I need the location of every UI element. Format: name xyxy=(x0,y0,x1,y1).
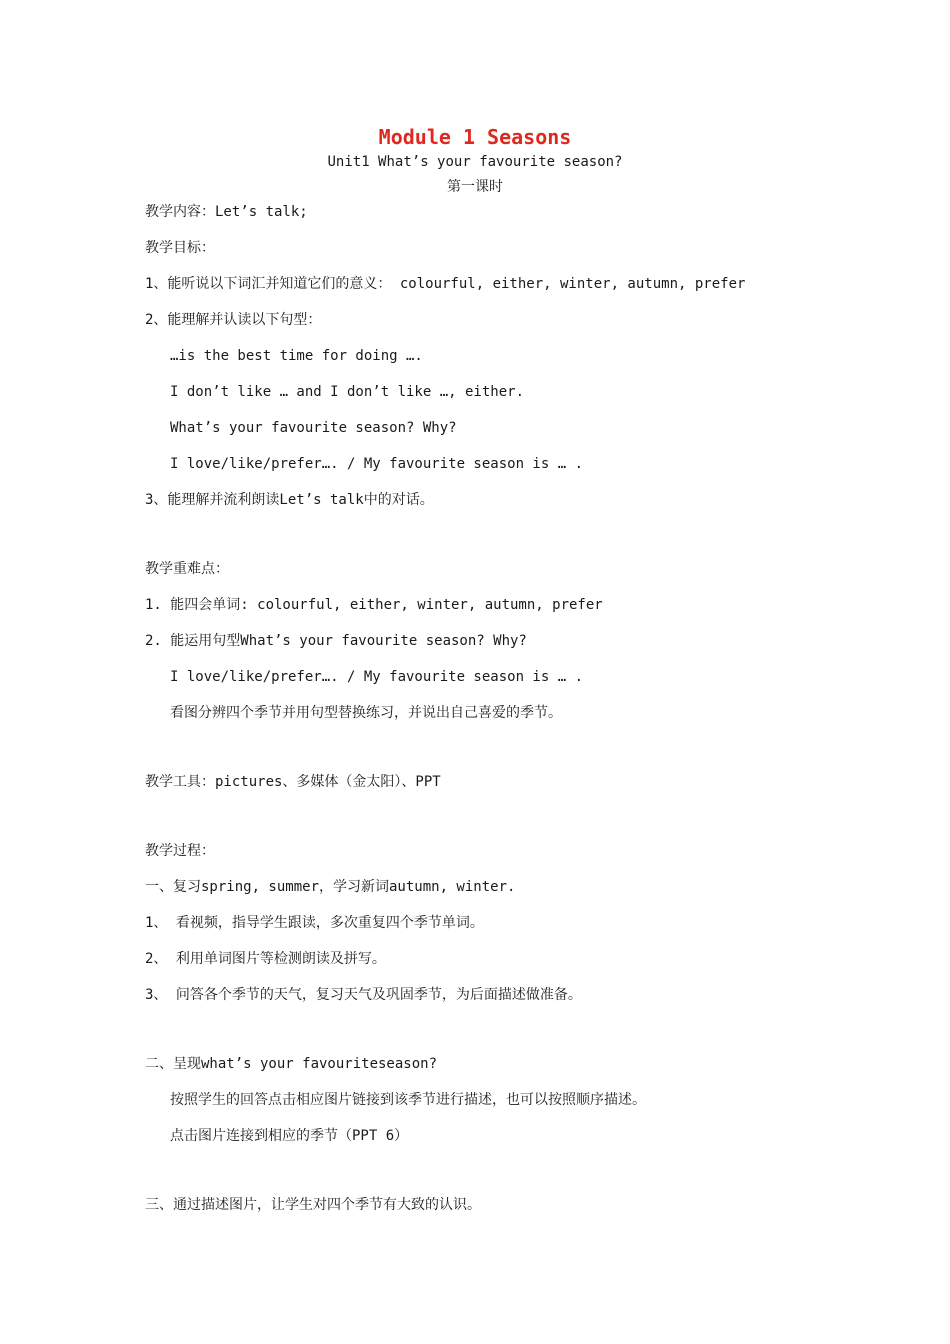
step-1-heading: 一、复习spring, summer，学习新词autumn, winter. xyxy=(145,879,516,895)
step-2-line-1: 按照学生的回答点击相应图片链接到该季节进行描述，也可以按照顺序描述。 xyxy=(170,1092,646,1108)
step-2-heading: 二、呈现what’s your favouriteseason? xyxy=(145,1056,438,1072)
lesson-label: 第一课时 xyxy=(447,179,503,195)
step-1-item-3: 3、 问答各个季节的天气，复习天气及巩固季节，为后面描述做准备。 xyxy=(145,987,582,1003)
key-points-heading: 教学重难点： xyxy=(145,561,229,577)
key-point-2: 2. 能运用句型What’s your favourite season? Why? xyxy=(145,633,527,649)
objective-3: 3、能理解并流利朗读Let’s talk中的对话。 xyxy=(145,492,434,508)
teaching-tools: 教学工具：pictures、多媒体（金太阳）、PPT xyxy=(145,774,441,790)
step-1-item-1: 1、 看视频，指导学生跟读，多次重复四个季节单词。 xyxy=(145,915,484,931)
sentence-pattern-1: …is the best time for doing …. xyxy=(170,348,423,364)
key-point-2-sentence: I love/like/prefer…. / My favourite season is … . xyxy=(170,669,584,685)
objectives-heading: 教学目标： xyxy=(145,240,215,256)
unit-subtitle: Unit1 What’s your favourite season? xyxy=(327,154,623,170)
objective-2: 2、能理解并认读以下句型： xyxy=(145,312,322,328)
objective-1: 1、能听说以下词汇并知道它们的意义： colourful, either, winter, autumn, prefer xyxy=(145,276,746,292)
step-1-item-2: 2、 利用单词图片等检测朗读及拼写。 xyxy=(145,951,386,967)
key-point-2-note: 看图分辨四个季节并用句型替换练习，并说出自己喜爱的季节。 xyxy=(170,705,562,721)
sentence-pattern-4: I love/like/prefer…. / My favourite season is … . xyxy=(170,456,584,472)
process-heading: 教学过程： xyxy=(145,843,215,859)
key-point-1: 1. 能四会单词: colourful, either, winter, autumn, prefer xyxy=(145,597,603,613)
page-title: Module 1 Seasons xyxy=(378,125,572,149)
sentence-pattern-3: What’s your favourite season? Why? xyxy=(170,420,457,436)
step-3-heading: 三、通过描述图片，让学生对四个季节有大致的认识。 xyxy=(145,1197,481,1213)
step-2-line-2: 点击图片连接到相应的季节（PPT 6） xyxy=(170,1128,409,1144)
teaching-content: 教学内容：Let’s talk; xyxy=(145,204,308,220)
sentence-pattern-2: I don’t like … and I don’t like …, either. xyxy=(170,384,525,400)
